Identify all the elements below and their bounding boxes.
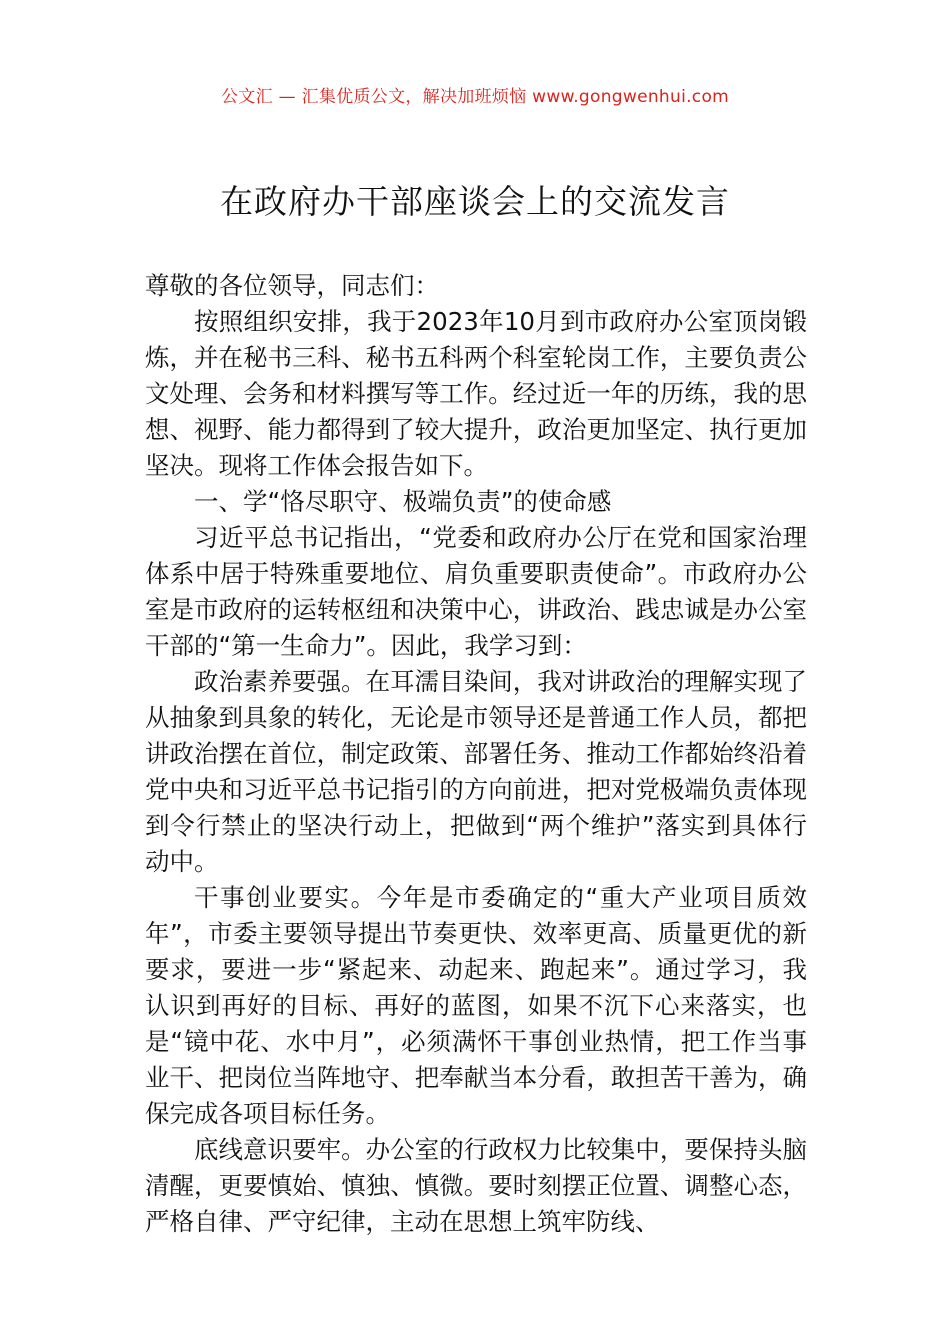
paragraph-intro: 按照组织安排，我于2023年10月到市政府办公室顶岗锻炼，并在秘书三科、秘书五科两个科室轮岗工作，主要负责公文处理、会务和材料撰写等工作。经过近一年的历练，我的思想、视野、能力都得到了较大提升，政治更加坚定、执行更加坚决。现将工作体会报告如下。: [145, 307, 807, 480]
document-body: [145, 268, 807, 1240]
paragraph-bottom-line: 底线意识要牢。办公室的行政权力比较集中，要保持头脑清醒，更要慎始、慎独、慎微。要时刻摆正位置、调整心态，严格自律、严守纪律，主动在思想上筑牢防线、: [145, 1135, 807, 1236]
header-banner: 公文汇 — 汇集优质公文，解决加班烦恼 www.gongwenhui.com: [220, 87, 730, 107]
section-heading-1: 一、学“恪尽职守、极端负责”的使命感: [194, 487, 612, 516]
paragraph-political-quality: 政治素养要强。在耳濡目染间，我对讲政治的理解实现了从抽象到具象的转化，无论是市领导还是普通工作人员，都把讲政治摆在首位，制定政策、部署任务、推动工作都始终沿着党中央和习近平总书记指引的方向前进，把对党极端负责体现到令行禁止的坚决行动上，把做到“两个维护”落实到具体行动中。: [145, 667, 807, 876]
salutation: 尊敬的各位领导，同志们：: [145, 271, 439, 300]
paragraph-quote: 习近平总书记指出，“党委和政府办公厅在党和国家治理体系中居于特殊重要地位、肩负重要职责使命”。市政府办公室是市政府的运转枢纽和决策中心，讲政治、践忠诚是办公室干部的“第一生命力”。因此，我学习到：: [145, 523, 807, 660]
paragraph-work-practical: 干事创业要实。今年是市委确定的“重大产业项目质效年”，市委主要领导提出节奏更快、效率更高、质量更优的新要求，要进一步“紧起来、动起来、跑起来”。通过学习，我认识到再好的目标、再好的蓝图，如果不沉下心来落实，也是“镜中花、水中月”，必须满怀干事创业热情，把工作当事业干、把岗位当阵地守、把奉献当本分看，敢担苦干善为，确保完成各项目标任务。: [145, 883, 807, 1128]
document-title: 在政府办干部座谈会上的交流发言: [220, 182, 730, 221]
